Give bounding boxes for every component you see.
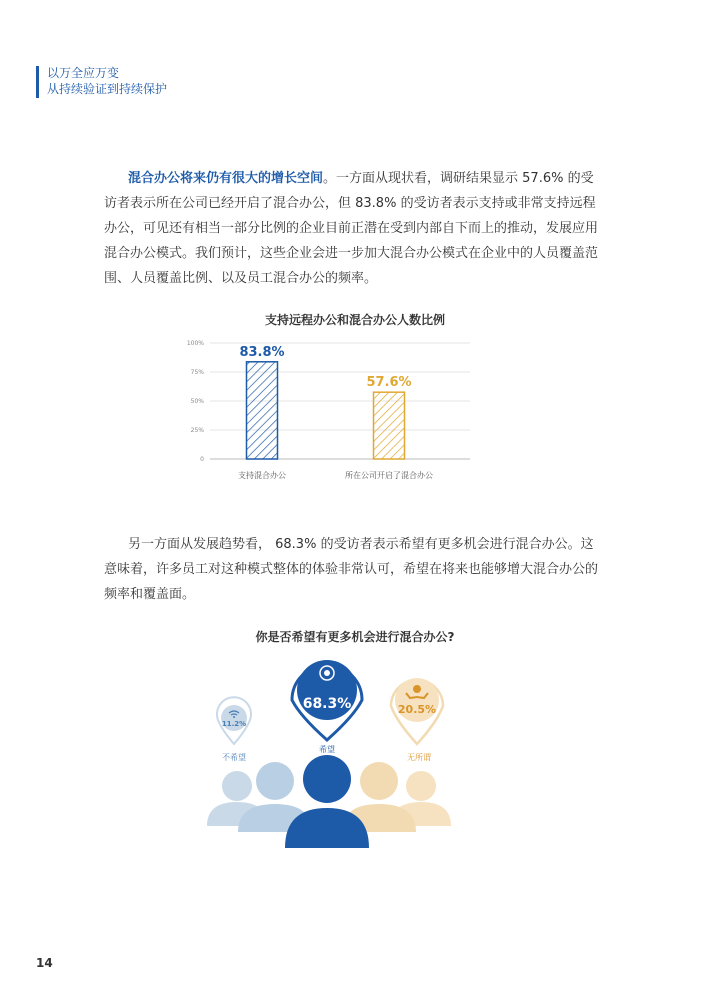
header-title: 以万全应万变 — [47, 66, 120, 80]
person-head — [406, 771, 436, 801]
person-head — [303, 755, 351, 803]
x-category-label: 所在公司开启了混合办公 — [345, 471, 433, 480]
y-tick-label: 100% — [186, 340, 204, 347]
person-head — [222, 771, 252, 801]
pin-value-label: 68.3% — [302, 696, 352, 712]
paragraph-text: 。一方面从现状看，调研结果显示 57.6% 的受 — [323, 171, 594, 186]
pin-not-wish — [217, 669, 251, 744]
person-head — [256, 762, 294, 800]
y-tick-label: 25% — [190, 427, 204, 434]
y-tick-label: 75% — [190, 369, 204, 376]
page-number: 14 — [36, 956, 53, 970]
y-tick-label: 0 — [200, 456, 204, 463]
paragraph-line: 另一方面从发展趋势看， 68.3% 的受访者表示希望有更多机会进行混合办公。这 — [128, 537, 594, 552]
pin-indifferent — [391, 678, 443, 744]
person-head — [360, 762, 398, 800]
x-category-label: 支持混合办公 — [238, 471, 286, 480]
paragraph-line: 访者表示所在公司已经开启了混合办公，但 83.8% 的受访者表示支持或非常支持远程 — [104, 196, 596, 211]
pin-wish — [292, 660, 362, 740]
pin-category-label: 无所谓 — [407, 753, 431, 762]
survey-title: 你是否希望有更多机会进行混合办公? — [255, 630, 455, 644]
pin-value-label: 20.5% — [397, 703, 437, 716]
paragraph-line: 频率和覆盖面。 — [104, 587, 196, 602]
pin-category-label: 希望 — [319, 745, 335, 754]
people-illustration — [207, 755, 451, 848]
header-subtitle: 从持续验证到持续保护 — [47, 82, 168, 96]
paragraph-line: 混合办公模式。我们预计，这些企业会进一步加大混合办公模式在企业中的人员覆盖范 — [104, 246, 599, 261]
paragraph-lead: 混合办公将来仍有很大的增长空间 — [128, 171, 324, 186]
paragraph-line: 意味着，许多员工对这种模式整体的体验非常认可，希望在将来也能够增大混合办公的 — [104, 562, 599, 577]
y-tick-label: 50% — [190, 398, 204, 405]
data-label: 57.6% — [366, 375, 412, 391]
chart-title: 支持远程办公和混合办公人数比例 — [264, 313, 445, 327]
paragraph-line: 围、人员覆盖比例、以及员工混合办公的频率。 — [104, 271, 378, 286]
paragraph-line: 办公，可见还有相当一部分比例的企业目前正潜在受到内部自下而上的推动，发展应用 — [104, 221, 599, 236]
pin-value-label: 11.2% — [221, 720, 247, 728]
pin-category-label: 不希望 — [222, 753, 246, 762]
data-label: 83.8% — [239, 344, 285, 360]
